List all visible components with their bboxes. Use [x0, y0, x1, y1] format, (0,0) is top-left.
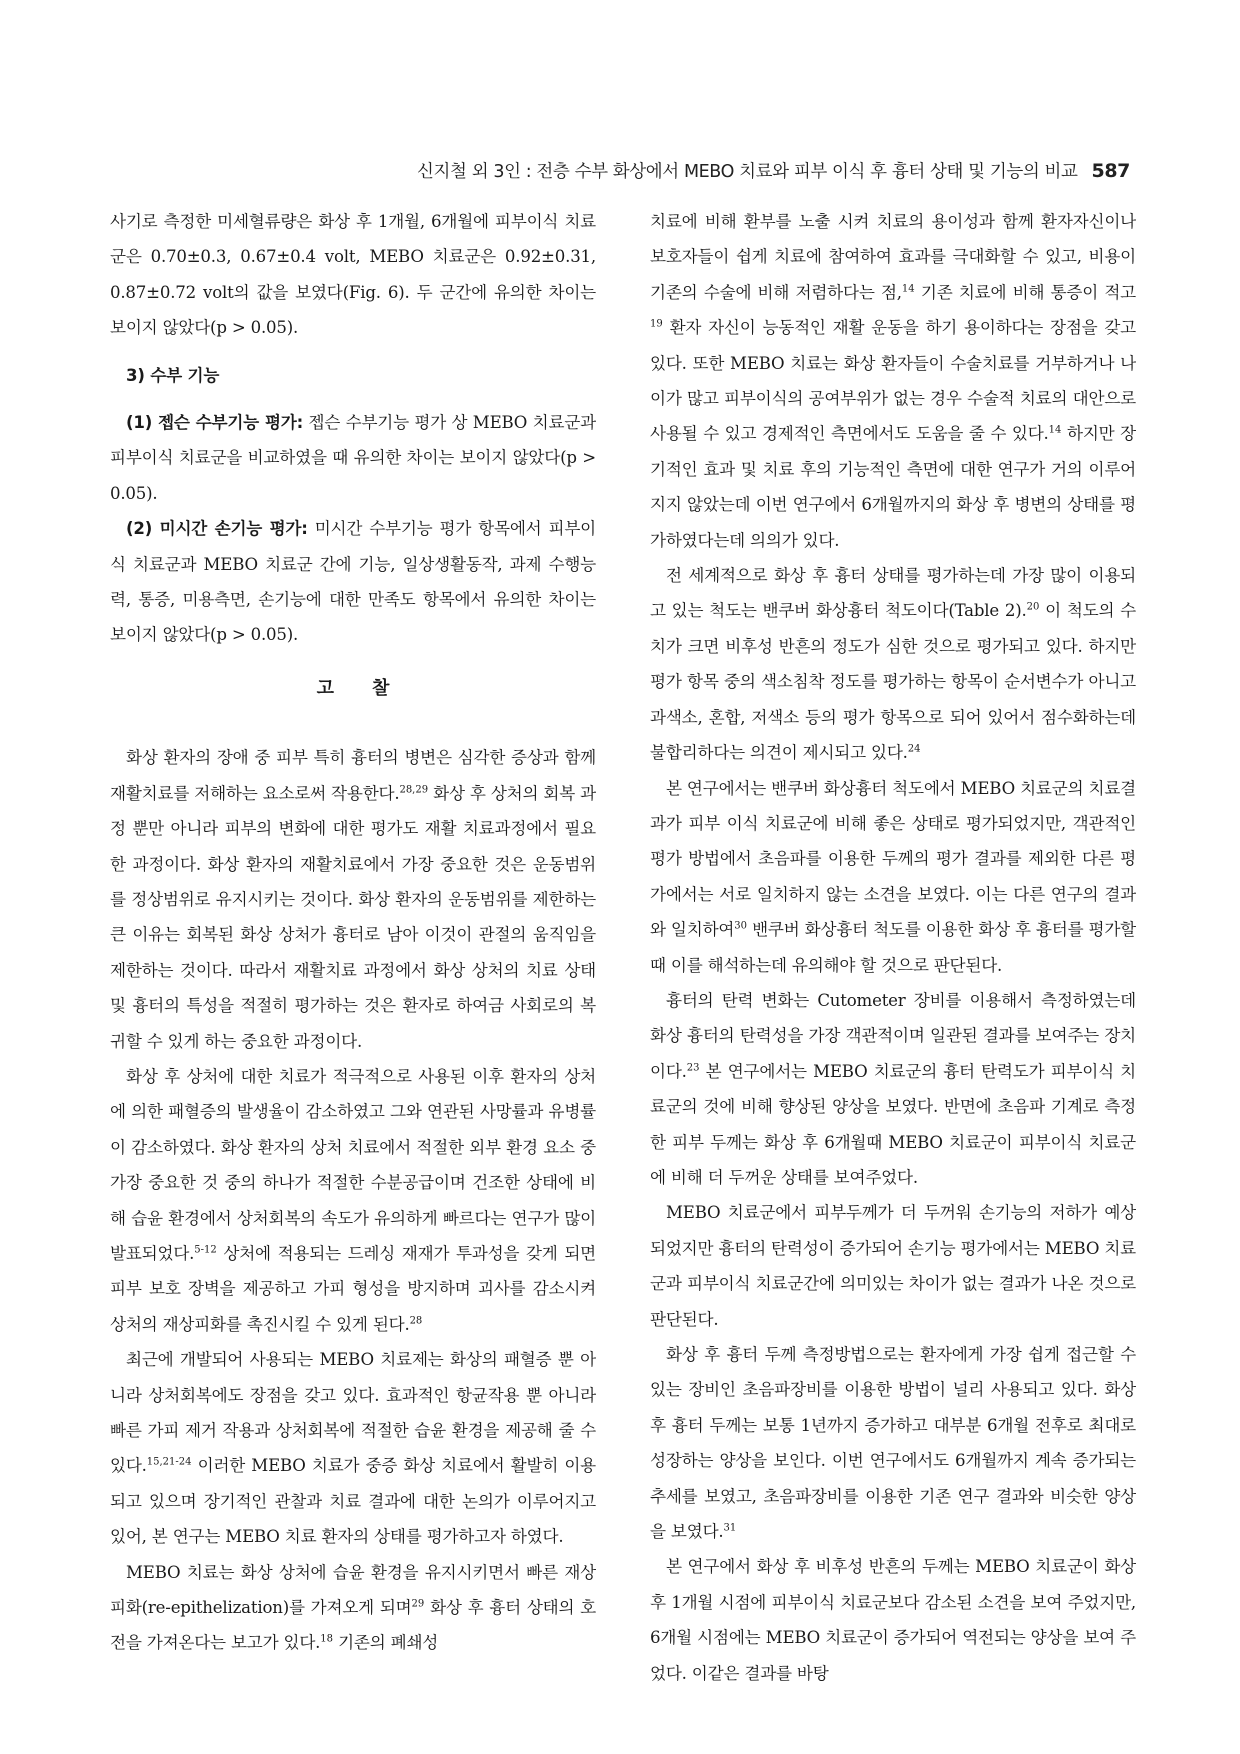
paragraph — [650, 204, 1136, 558]
paragraph-text: 젭슨 수부기능 평가 상 MEBO 치료군과 피부이식 치료군을 비교하였을 때 유의한 차이는 보이지 않았다(p > 0.05). — [110, 413, 596, 503]
paragraph — [650, 771, 1136, 983]
citation: 19 — [650, 318, 663, 330]
citation: 30 — [734, 920, 747, 932]
paragraph — [650, 1195, 1136, 1337]
paragraph-text: 하지만 장기적인 효과 및 치료 후의 기능적인 측면에 대한 연구가 거의 이루어지지 않았는데 이번 연구에서 6개월까지의 화상 후 병변의 상태를 평가하였다는데 의의가 있다. — [650, 424, 1137, 550]
citation: 14 — [1048, 424, 1062, 436]
paragraph-text: 환자 자신이 능동적인 재활 운동을 하기 용이하다는 장점을 갖고 있다. 또한 MEBO 치료는 화상 환자들이 수술치료를 거부하거나 나이가 많고 피부이식의 공여부위가 없는 경우 수술적 치료의 대안으로 사용될 수 있고 경제적인 측면에서도 도움을 줄 수 있다. — [650, 318, 1136, 444]
right-column — [650, 204, 1136, 1691]
paragraph-text: 화상 후 상처의 회복 과정 뿐만 아니라 피부의 변화에 대한 평가도 재활 치료과정에서 필요한 과정이다. 화상 환자의 재활치료에서 가장 중요한 것은 운동범위를 정상범위로 유지시키는 것이다. 화상 환자의 운동범위를 제한하는 큰 이유는 회복된 화상 상처가 흉터로 남아 이것이 관절의 움직임을 제한하는 것이다. 따라서 재활치료 과정에서 화상 상처의 치료 상태 및 흉터의 특성을 적절히 평가하는 것은 환자로 하여금 사회로의 복귀할 수 있게 하는 중요한 과정이다. — [110, 783, 597, 1051]
paragraph — [650, 1337, 1136, 1549]
paragraph-text: 미시간 수부기능 평가 항목에서 피부이식 치료군과 MEBO 치료군 간에 기능, 일상생활동작, 과제 수행능력, 통증, 미용측면, 손기능에 대한 만족도 항목에서 유의한 차이는 보이지 않았다(p > 0.05). — [110, 519, 596, 645]
paragraph — [650, 1549, 1136, 1691]
paragraph — [110, 1342, 596, 1554]
left-column — [110, 204, 596, 1661]
citation: 24 — [907, 743, 921, 755]
citation: 15,21-24 — [146, 1456, 192, 1468]
paragraph-text: 치료에 비해 환부를 노출 시켜 치료의 용이성과 함께 환자자신이나 보호자들이 쉽게 치료에 참여하여 효과를 극대화할 수 있고, 비용이 기존의 수술에 비해 저렴하다는 점, — [650, 212, 1136, 302]
paragraph — [110, 1059, 596, 1342]
paragraph — [650, 983, 1136, 1195]
citation: 20 — [1026, 601, 1040, 613]
paragraph-text: 본 연구에서는 밴쿠버 화상흉터 척도에서 MEBO 치료군의 치료결과가 피부 이식 치료군에 비해 좋은 상태로 평가되었지만, 객관적인 평가 방법에서 초음파를 이용한 두께의 평가 결과를 제외한 다른 평가에서는 서로 일치하지 않는 소견을 보였다. 이는 다른 연구의 결과와 일치하여 — [650, 778, 1136, 940]
citation: 28,29 — [399, 784, 429, 796]
paragraph-text: 사기로 측정한 미세혈류량은 화상 후 1개월, 6개월에 피부이식 치료군은 0.70±0.3, 0.67±0.4 volt, MEBO 치료군은 0.92±0.31, 0.87±0.72 volt의 값을 보였다(Fig. 6). 두 군간에 유의한 차이는 보이지 않았다(p > 0.05). — [110, 212, 596, 338]
subsection-heading: 3) 수부 기능 — [126, 365, 220, 385]
running-header — [110, 158, 1130, 188]
paragraph-text: 상처에 적용되는 드레싱 재재가 투과성을 갖게 되면 피부 보호 장벽을 제공하고 가피 형성을 방지하며 괴사를 감소시켜 상처의 재상피화를 촉진시킬 수 있게 된다. — [110, 1243, 596, 1334]
paragraph-text: 본 연구에서는 MEBO 치료군의 흉터 탄력도가 피부이식 치료군의 것에 비해 향상된 양상을 보였다. 반면에 초음파 기계로 측정한 피부 두께는 화상 후 6개월때 MEBO 치료군이 피부이식 치료군에 비해 더 두꺼운 상태를 보여주었다. — [650, 1061, 1136, 1187]
paragraph — [650, 558, 1136, 770]
citation: 31 — [723, 1522, 737, 1534]
running-title: 신지철 외 3인 : 전층 수부 화상에서 MEBO 치료와 피부 이식 후 흉터 상태 및 기능의 비교 — [417, 162, 1078, 182]
section-heading: 고찰 — [316, 677, 428, 699]
paragraph-text: 기존의 폐쇄성 — [333, 1633, 439, 1653]
paragraph — [110, 740, 596, 1059]
citation: 28 — [409, 1315, 423, 1327]
page-number: 587 — [1091, 160, 1130, 182]
paragraph-text: MEBO 치료는 화상 상처에 습윤 환경을 유지시키면서 빠른 재상피화(re-epithelization)를 가져오게 되며 — [110, 1562, 596, 1618]
paragraph-text: 이러한 MEBO 치료가 중증 화상 치료에서 활발히 이용되고 있으며 장기적인 관찰과 치료 결과에 대한 논의가 이루어지고 있어, 본 연구는 MEBO 치료 환자의 상태를 평가하고자 하였다. — [110, 1456, 596, 1547]
paragraph-text: 최근에 개발되어 사용되는 MEBO 치료제는 화상의 패혈증 뿐 아니라 상처회복에도 장점을 갖고 있다. 효과적인 항균작용 뿐 아니라 빠른 가피 제거 작용과 상처회복에 적절한 습윤 환경을 제공해 줄 수 있다. — [110, 1350, 596, 1476]
citation: 29 — [411, 1598, 425, 1610]
paragraph-lead: (2) 미시간 손기능 평가: — [126, 519, 308, 539]
citation: 23 — [686, 1062, 700, 1074]
paragraph-text: 전 세계적으로 화상 후 흉터 상태를 평가하는데 가장 많이 이용되고 있는 척도는 밴쿠버 화상흉터 척도이다(Table 2). — [650, 566, 1136, 621]
paragraph-text: 화상 환자의 장애 중 피부 특히 흉터의 병변은 심각한 증상과 함께 재활치료를 저해하는 요소로써 작용한다. — [110, 748, 596, 803]
paragraph-text: 이 척도의 수치가 크면 비후성 반흔의 정도가 심한 것으로 평가되고 있다. 하지만 평가 항목 중의 색소침착 정도를 평가하는 항목이 순서변수가 아니고 과색소, 혼합, 저색소 등의 평가 항목으로 되어 있어서 점수화하는데 불합리하다는 의견이 제시되고 있다. — [650, 601, 1136, 763]
paragraph-text: 밴쿠버 화상흉터 척도를 이용한 화상 후 흉터를 평가할때 이를 해석하는데 유의해야 할 것으로 판단된다. — [650, 920, 1136, 975]
paragraph — [110, 204, 596, 346]
paragraph-text: MEBO 치료군에서 피부두께가 더 두꺼워 손기능의 저하가 예상 되었지만 흉터의 탄력성이 증가되어 손기능 평가에서는 MEBO 치료군과 피부이식 치료군간에 의미있는 차이가 없는 결과가 나온 것으로 판단된다. — [650, 1203, 1136, 1329]
paragraph-lead: (1) 젭슨 수부기능 평가: — [126, 413, 304, 433]
citation: 18 — [320, 1633, 333, 1645]
paragraph-text: 기존 치료에 비해 통증이 적고 — [914, 282, 1136, 302]
paragraph-text: 화상 후 흉터 두께 측정방법으로는 환자에게 가장 쉽게 접근할 수 있는 장비인 초음파장비를 이용한 방법이 널리 사용되고 있다. 화상 후 흉터 두께는 보통 1년까지 증가하고 대부분 6개월 전후로 최대로 성장하는 양상을 보인다. 이번 연구에서도 6개월까지 계속 증가되는 추세를 보였고, 초음파장비를 이용한 기존 연구 결과와 비슷한 양상을 보였다. — [650, 1345, 1136, 1542]
paragraph-text: 본 연구에서 화상 후 비후성 반흔의 두께는 MEBO 치료군이 화상 후 1개월 시점에 피부이식 치료군보다 감소된 소견을 보여 주었지만, 6개월 시점에는 MEBO 치료군이 증가되어 역전되는 양상을 보여 주었다. 이같은 결과를 바탕 — [650, 1557, 1136, 1683]
paragraph — [110, 511, 596, 653]
paragraph — [110, 405, 596, 511]
paragraph-text: 화상 후 상처에 대한 치료가 적극적으로 사용된 이후 환자의 상처에 의한 패혈증의 발생율이 감소하였고 그와 연관된 사망률과 유병률이 감소하였다. 화상 환자의 상처 치료에서 적절한 외부 환경 요소 중 가장 중요한 것 중의 하나가 적절한 수분공급이며 건조한 상태에 비해 습윤 환경에서 상처회복의 속도가 유의하게 빠르다는 연구가 많이 발표되었다. — [110, 1066, 596, 1263]
paragraph-text: 화상 후 흉터 상태의 호전을 가져온다는 보고가 있다. — [110, 1598, 596, 1653]
paragraph-text: 흉터의 탄력 변화는 Cutometer 장비를 이용해서 측정하였는데 화상 흉터의 탄력성을 가장 객관적이며 일관된 결과를 보여주는 장치이다. — [650, 990, 1136, 1081]
citation: 5-12 — [194, 1244, 217, 1256]
paragraph — [110, 1555, 596, 1661]
citation: 14 — [901, 283, 915, 295]
